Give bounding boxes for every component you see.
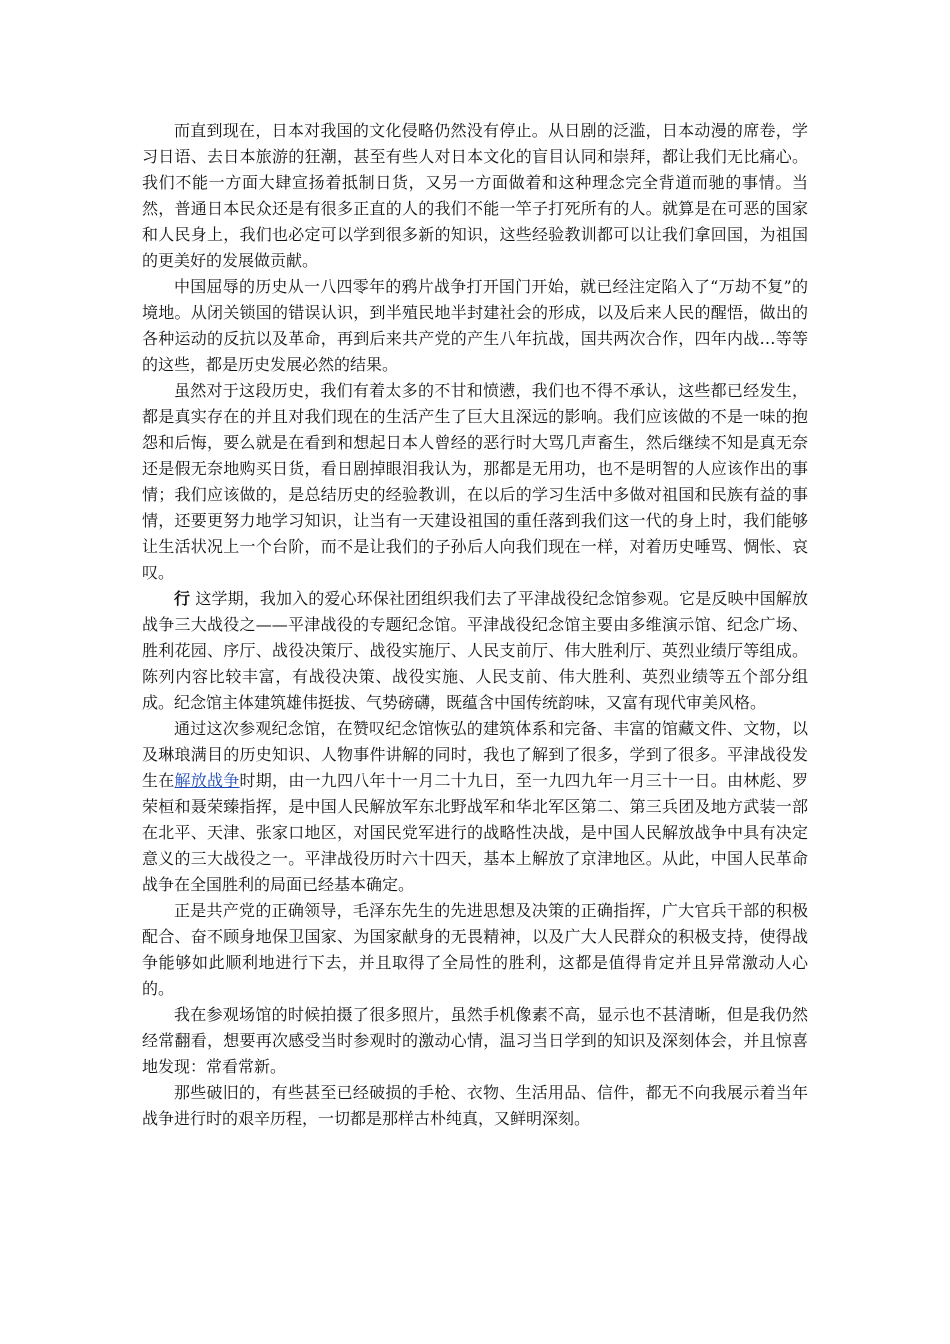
paragraph-5 [142,716,808,898]
paragraph-1: 而直到现在，日本对我国的文化侵略仍然没有停止。从日剧的泛滥，日本动漫的席卷，学习日语、去日本旅游的狂潮，甚至有些人对日本文化的盲目认同和崇拜，都让我们无比痛心。我们不能一方面大肆宣扬着抵制日货，又另一方面做着和这种理念完全背道而驰的事情。当然，普通日本民众还是有很多正直的人的我们不能一竿子打死所有的人。就算是在可恶的国家和人民身上，我们也必定可以学到很多新的知识，这些经验教训都可以让我们拿回国，为祖国的更美好的发展做贡献。 [142,121,808,270]
paragraph-5-text: 通过这次参观纪念馆，在赞叹纪念馆恢弘的建筑体系和完备、丰富的馆藏文件、文物，以及琳琅满目的历史知识、人物事件讲解的同时，我也了解到了很多，学到了很多。平津战役发生在 [142,719,808,790]
paragraph-5-text-after: 时期，由一九四八年十一月二十九日，至一九四九年一月三十一日。由林彪、罗荣桓和聂荣臻指挥，是中国人民解放军东北野战军和华北军区第二、第三兵团及地方武装一部在北平、天津、张家口地区，对国民党军进行的战略性决战，是中国人民解放战争中具有决定意义的三大战役之一。平津战役历时六十四天，基本上解放了京津地区。从此，中国人民革命战争在全国胜利的局面已经基本确定。 [142,771,808,894]
document-body [142,118,808,1132]
paragraph-8: 那些破旧的，有些甚至已经破损的手枪、衣物、生活用品、信件，都无不向我展示着当年战争进行时的艰辛历程，一切都是那样古朴纯真，又鲜明深刻。 [142,1083,808,1128]
paragraph-7: 我在参观场馆的时候拍摄了很多照片，虽然手机像素不高，显示也不甚清晰，但是我仍然经常翻看，想要再次感受当时参观时的激动心情，温习当日学到的知识及深刻体会，并且惊喜地发现：常看常新。 [142,1005,808,1076]
paragraph-4-text: 这学期，我加入的爱心环保社团组织我们去了平津战役纪念馆参观。它是反映中国解放战争三大战役之——平津战役的专题纪念馆。平津战役纪念馆主要由多维演示馆、纪念广场、胜利花园、序厅、战役决策厅、战役实施厅、人民支前厅、伟大胜利厅、英烈业绩厅等组成。陈列内容比较丰富，有战役决策、战役实施、人民支前、伟大胜利、英烈业绩等五个部分组成。纪念馆主体建筑雄伟挺拔、气势磅礴，既蕴含中国传统韵味，又富有现代审美风格。 [142,589,808,712]
paragraph-3: 虽然对于这段历史，我们有着太多的不甘和愤懑，我们也不得不承认，这些都已经发生，都是真实存在的并且对我们现在的生活产生了巨大且深远的影响。我们应该做的不是一味的抱怨和后悔，要么就是在看到和想起日本人曾经的恶行时大骂几声畜生，然后继续不知是真无奈还是假无奈地购买日货，看日剧掉眼泪我认为，那都是无用功，也不是明智的人应该作出的事情；我们应该做的，是总结历史的经验教训，在以后的学习生活中多做对祖国和民族有益的事情，还要更努力地学习知识，让当有一天建设祖国的重任落到我们这一代的身上时，我们能够让生活状况上一个台阶，而不是让我们的子孙后人向我们现在一样，对着历史唾骂、惆怅、哀叹。 [142,381,808,582]
paragraph-4 [142,586,808,716]
paragraph-6: 正是共产党的正确领导，毛泽东先生的先进思想及决策的正确指挥，广大官兵干部的积极配合、奋不顾身地保卫国家、为国家献身的无畏精神，以及广大人民群众的积极支持，使得战争能够如此顺利地进行下去，并且取得了全局性的胜利，这都是值得肯定并且异常激动人心的。 [142,901,808,998]
paragraph-2: 中国屈辱的历史从一八四零年的鸦片战争打开国门开始，就已经注定陷入了“万劫不复”的境地。从闭关锁国的错误认识，到半殖民地半封建社会的形成，以及后来人民的醒悟，做出的各种运动的反抗以及革命，再到后来共产党的产生八年抗战，国共两次合作，四年内战…等等的这些，都是历史发展必然的结果。 [142,277,808,374]
paragraph-4-lead: 行 [174,589,191,608]
jiefang-zhanzheng-link[interactable]: 解放战争 [174,771,240,790]
